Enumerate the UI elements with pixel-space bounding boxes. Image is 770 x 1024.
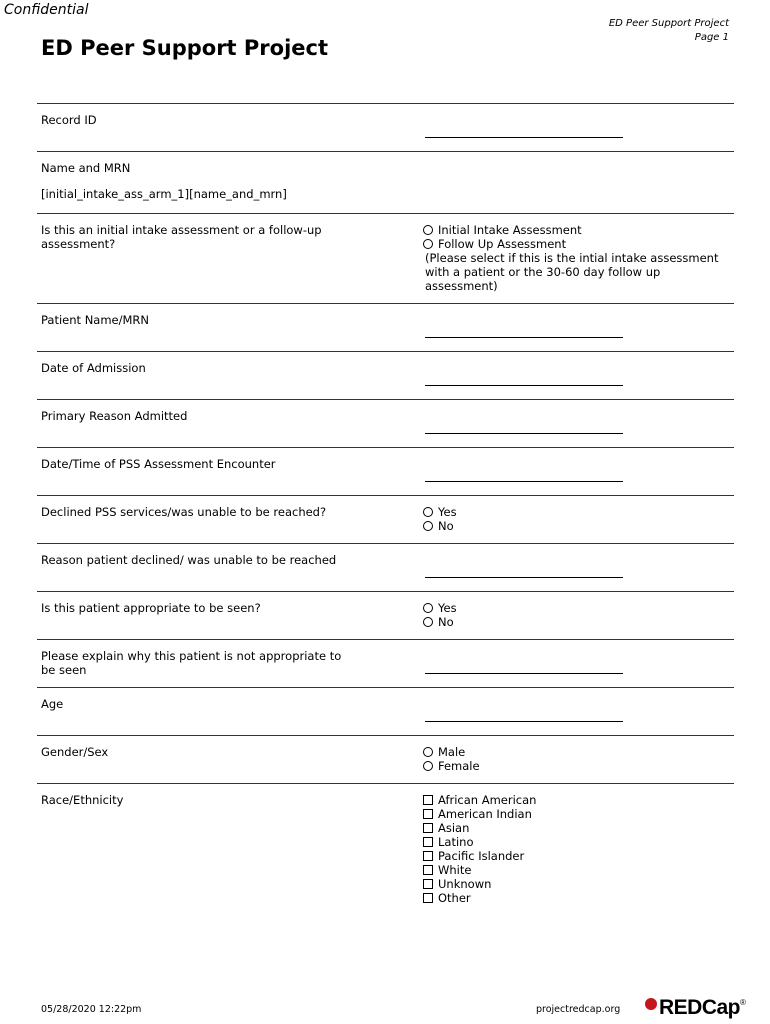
option-label: Pacific Islander [438, 849, 525, 863]
radio-icon[interactable] [423, 521, 433, 531]
record-id-input[interactable] [425, 137, 623, 138]
field-label: Name and MRN [41, 161, 131, 175]
field-label: Please explain why this patient is not appropriate to be seen [41, 649, 342, 677]
radio-icon[interactable] [423, 617, 433, 627]
option-label: African American [438, 793, 537, 807]
option-label: Latino [438, 835, 474, 849]
option-label: No [438, 519, 454, 533]
radio-icon[interactable] [423, 747, 433, 757]
field-record-id [37, 103, 734, 151]
checkbox-icon[interactable] [423, 823, 433, 833]
field-declined-reason [37, 543, 734, 591]
not-appropriate-reason-input[interactable] [425, 673, 623, 674]
field-label: Date/Time of PSS Assessment Encounter [41, 457, 276, 471]
option-label: Unknown [438, 877, 492, 891]
confidential-label: Confidential [4, 2, 89, 18]
field-label: Is this an initial intake assessment or a follow-up assessment? [41, 223, 322, 251]
field-label: Is this patient appropriate to be seen? [41, 601, 261, 615]
redcap-logo [645, 996, 745, 1020]
field-not-appropriate-reason [37, 639, 734, 687]
page-title: ED Peer Support Project [41, 36, 329, 60]
radio-icon[interactable] [423, 239, 433, 249]
radio-icon[interactable] [423, 225, 433, 235]
field-name-mrn [37, 151, 734, 213]
field-label: Reason patient declined/ was unable to be reached [41, 553, 337, 567]
footer-site-link[interactable]: projectredcap.org [536, 1004, 621, 1015]
option-label: Yes [438, 505, 457, 519]
field-label: Race/Ethnicity [41, 793, 124, 807]
option-male[interactable] [423, 745, 480, 759]
field-label: Gender/Sex [41, 745, 109, 759]
checkbox-icon[interactable] [423, 893, 433, 903]
option-label: Initial Intake Assessment [438, 223, 582, 237]
option-american-indian[interactable] [423, 807, 536, 821]
option-yes[interactable] [423, 505, 457, 519]
field-piped-value: [initial_intake_ass_arm_1][name_and_mrn] [41, 187, 287, 201]
option-other[interactable] [423, 891, 536, 905]
radio-icon[interactable] [423, 507, 433, 517]
option-asian[interactable] [423, 821, 536, 835]
field-admission-date [37, 351, 734, 399]
option-label: No [438, 615, 454, 629]
option-white[interactable] [423, 863, 536, 877]
checkbox-icon[interactable] [423, 809, 433, 819]
checkbox-icon[interactable] [423, 879, 433, 889]
checkbox-icon[interactable] [423, 865, 433, 875]
race-options [423, 793, 536, 905]
assessment-type-options [423, 223, 725, 293]
page-header [609, 17, 729, 45]
redcap-logo-icon [645, 998, 657, 1010]
option-unknown[interactable] [423, 877, 536, 891]
logo-text: REDCap [659, 996, 741, 1019]
field-patient-name [37, 303, 734, 351]
field-note: (Please select if this is the intial intake assessment with a patient or the 30-60 day follow up assessment) [425, 251, 719, 293]
field-race [37, 783, 734, 913]
form [37, 103, 734, 913]
registered-mark: ® [740, 998, 746, 1007]
checkbox-icon[interactable] [423, 795, 433, 805]
option-yes[interactable] [423, 601, 457, 615]
option-initial-intake[interactable] [423, 223, 725, 237]
field-label: Primary Reason Admitted [41, 409, 188, 423]
option-latino[interactable] [423, 835, 536, 849]
gender-options [423, 745, 480, 773]
field-label: Date of Admission [41, 361, 146, 375]
footer-timestamp: 05/28/2020 12:22pm [41, 1004, 142, 1015]
age-input[interactable] [425, 721, 623, 722]
checkbox-icon[interactable] [423, 851, 433, 861]
field-label: Age [41, 697, 64, 711]
field-declined [37, 495, 734, 543]
declined-reason-input[interactable] [425, 577, 623, 578]
option-label: Yes [438, 601, 457, 615]
declined-options [423, 505, 457, 533]
patient-name-input[interactable] [425, 337, 623, 338]
option-african-american[interactable] [423, 793, 536, 807]
field-label: Patient Name/MRN [41, 313, 150, 327]
option-no[interactable] [423, 519, 457, 533]
header-project-name: ED Peer Support Project [608, 18, 729, 29]
option-label: Asian [438, 821, 470, 835]
option-pacific-islander[interactable] [423, 849, 536, 863]
admission-date-input[interactable] [425, 385, 623, 386]
option-label: Follow Up Assessment [438, 237, 567, 251]
option-female[interactable] [423, 759, 480, 773]
checkbox-icon[interactable] [423, 837, 433, 847]
field-label: Declined PSS services/was unable to be reached? [41, 505, 327, 519]
primary-reason-input[interactable] [425, 433, 623, 434]
field-age [37, 687, 734, 735]
pss-datetime-input[interactable] [425, 481, 623, 482]
option-label: Male [438, 745, 466, 759]
option-label: Female [438, 759, 480, 773]
radio-icon[interactable] [423, 761, 433, 771]
option-label: American Indian [438, 807, 532, 821]
option-label: Other [438, 891, 471, 905]
field-assessment-type [37, 213, 734, 303]
field-gender [37, 735, 734, 783]
field-appropriate [37, 591, 734, 639]
option-follow-up[interactable] [423, 237, 725, 251]
radio-icon[interactable] [423, 603, 433, 613]
field-primary-reason [37, 399, 734, 447]
option-no[interactable] [423, 615, 457, 629]
field-pss-datetime [37, 447, 734, 495]
field-label: Record ID [41, 113, 97, 127]
appropriate-options [423, 601, 457, 629]
option-label: White [438, 863, 472, 877]
header-page-number: Page 1 [694, 32, 729, 43]
